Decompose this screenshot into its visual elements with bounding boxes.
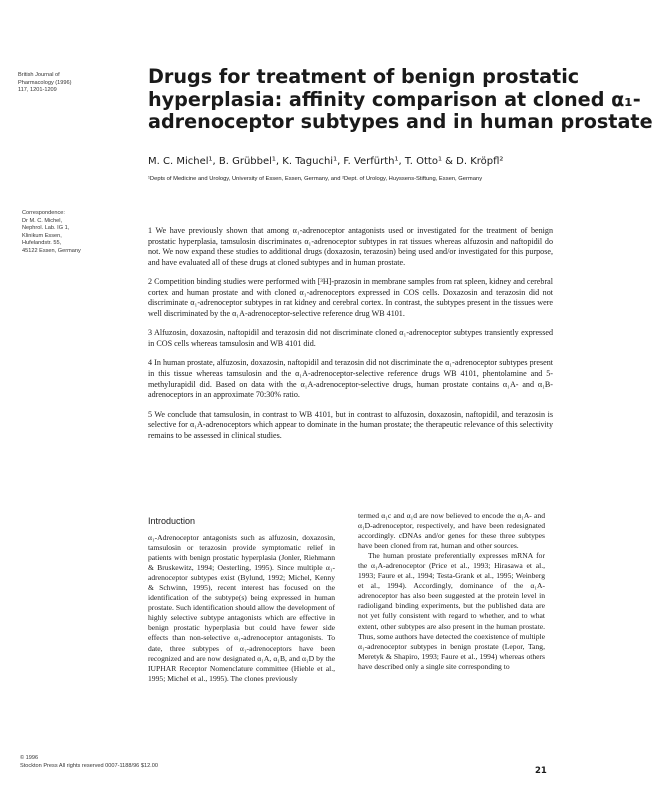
title-line-1: Drugs for treatment of benign prostatic	[148, 65, 580, 88]
abstract-paragraph-3: 3 Alfuzosin, doxazosin, naftopidil and terazosin did not discriminate cloned α₁-adrenoceptor subtypes transiently expressed in COS cells whereas tamsulosin and WB 4101 did.	[148, 328, 553, 348]
author-list: M. C. Michel¹, B. Grübbel¹, K. Taguchi¹, F. Verfürth¹, T. Otto¹ & D. Kröpfl²	[148, 156, 504, 167]
journal-line: British Journal of	[18, 72, 60, 78]
page-number: 21	[535, 766, 547, 776]
title-line-3: adrenoceptor subtypes and in human prostate	[148, 110, 653, 133]
introduction-heading: Introduction	[148, 516, 196, 526]
abstract	[148, 226, 553, 450]
body-paragraph: α₁-Adrenoceptor antagonists such as alfuzosin, doxazosin, tamsulosin or terazosin provide symptomatic relief in patients with benign prostatic hyperplasia (Jonler, Riehmann & Bruskewitz, 1994; Oesterling, 1995). Since multiple α₁-adrenoceptor subtypes exist (Bylund, 1992; Michel, Kenny & Schwinn, 1995), recent interest has focused on the identification of the subtype(s) being expressed in human prostate. Such identification should allow the development of highly selective subtype antagonists which are effective in benign prostatic hyperplasia but could have fewer side effects than non-selective α₁-adrenoceptor antagonists. To date, three subtypes of α₁-adrenoceptors have been recognized and are now designated α₁A, α₁B, and α₁D by the IUPHAR Receptor Nomenclature committee (Hieble et al., 1995; Michel et al., 1995). The clones previously	[148, 533, 335, 683]
abstract-paragraph-4: 4 In human prostate, alfuzosin, doxazosin, naftopidil and terazosin did not discriminate the α₁-adrenoceptor subtypes present in this tissue whereas tamsulosin and the α₁A-adrenoceptor-selective reference drugs WB 4101, phentolamine and 5-methylurapidil did. Based on data with the α₁A-adrenoceptor-selective drugs, human prostate contains α₁A- and α₁B-adrenoceptors in an approximate 70:30% ratio.	[148, 358, 553, 400]
copyright-footnote	[20, 755, 158, 770]
body-paragraph: The human prostate preferentially expresses mRNA for the α₁A-adrenoceptor (Price et al., 1993; Hirasawa et al., 1993; Faure et al., 1994; Testa-Grank et al., 1995; Weinberg et al., 1994). Accordingly, dominance of the α₁A-adrenoceptor has also been suggested at the protein level in radioligand binding experiments, but the published data are not yet fully consistent with regard to whether, and to what extent, other subtypes are also present in the human prostate. Thus, some authors have detected the coexistence of multiple α₁-adrenoceptor subtypes in benign prostate (Lepor, Tang, Meretyk & Shapiro, 1993; Faure et al., 1994) whereas others have described only a single site corresponding to	[358, 551, 545, 671]
abstract-paragraph-2: 2 Competition binding studies were performed with [³H]-prazosin in membrane samples from rat spleen, kidney and cerebral cortex and human prostate and with cloned α₁-adrenoceptors expressed in COS cells. Doxazosin and terazosin did not discriminate α₁-adrenoceptor subtypes in rat kidney and cerebral cortex. In contrast, the subtypes present in the tissues were well discriminated by the α₁A-adrenoceptor-selective reference drug WB 4101.	[148, 277, 553, 318]
correspondence-line: Correspondence:	[22, 210, 65, 216]
journal-info	[18, 72, 128, 95]
introduction-right-column	[358, 511, 545, 672]
abstract-paragraph-1: 1 We have previously shown that among α₁-adrenoceptor antagonists used or investigated for the treatment of benign prostatic hyperplasia, tamsulosin discriminates α₁-adrenoceptor subtypes in rat tissues whereas alfuzosin and naftopidil do not. We now expand these studies to additional drugs (doxazosin, terazosin) being used and/or investigated for this purpose, and have evaluated all of these drugs at cloned subtypes and in human prostate.	[148, 226, 553, 267]
paper-title	[148, 65, 653, 134]
body-paragraph: termed α₁c and α₁d are now believed to encode the α₁A- and α₁D-adrenoceptor, respectively, and have been redesignated accordingly. cDNAs and/or genes for these three subtypes have been cloned from rat, human and other sources.	[358, 511, 545, 551]
correspondence-line: Nephrol. Lab. IG 1,	[22, 225, 70, 232]
correspondence-line: Klinikum Essen,	[22, 232, 62, 239]
correspondence-line: Dr M. C. Michel,	[22, 217, 63, 224]
journal-line: 117, 1201-1209	[18, 87, 57, 94]
introduction-left-column	[148, 533, 335, 684]
footnote-line: © 1996	[20, 755, 39, 761]
footnote-line: Stockton Press All rights reserved 0007-1188/96 $12.00	[20, 762, 158, 769]
journal-line: Pharmacology (1996)	[18, 79, 72, 86]
correspondence-line: 45122 Essen, Germany	[22, 247, 81, 254]
abstract-paragraph-5: 5 We conclude that tamsulosin, in contrast to WB 4101, but in contrast to alfuzosin, doxazosin, naftopidil, and terazosin is selective for α₁A-adrenoceptors which appear to dominate in the human prostate; the therapeutic relevance of this selectivity remains to be assessed in clinical studies.	[148, 409, 553, 440]
title-line-2: hyperplasia: affinity comparison at cloned α₁-	[148, 87, 641, 111]
affiliations: ¹Depts of Medicine and Urology, University of Essen, Essen, Germany, and ²Dept. of Urology, Huyssens-Stiftung, Essen, Germany	[148, 176, 483, 182]
correspondence-line: Hufelandstr. 55,	[22, 240, 62, 247]
correspondence-address	[22, 210, 122, 256]
